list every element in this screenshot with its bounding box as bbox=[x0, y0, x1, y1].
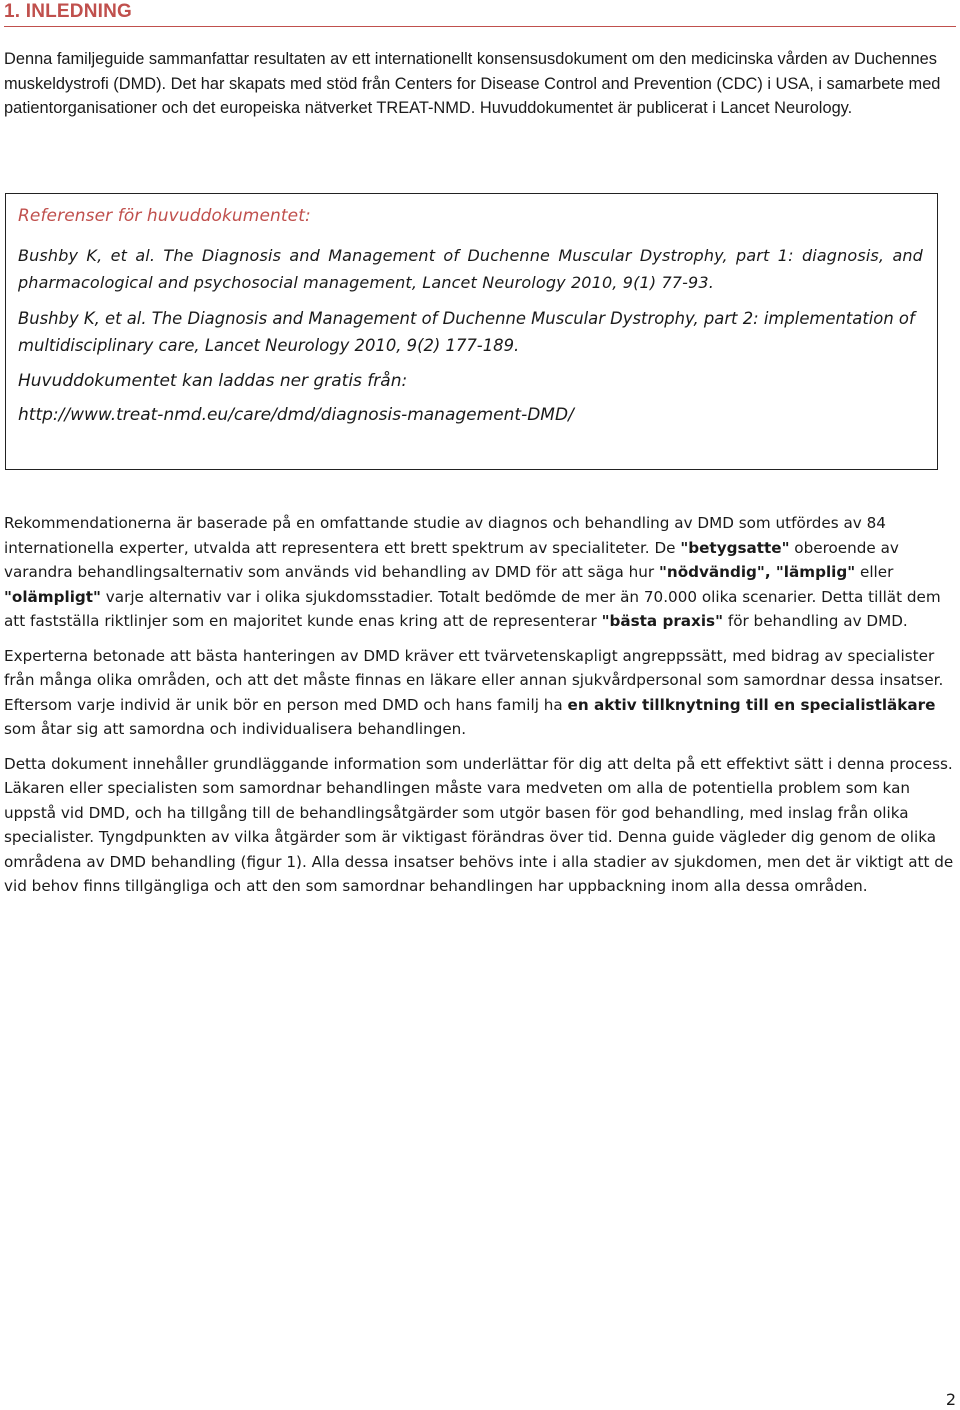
reference-entry-2: Bushby K, et al. The Diagnosis and Management of Duchenne Muscular Dystrophy, part 2: implementation of multidisciplinary care, Lancet Neurology 2010, 9(2) 177-189. bbox=[18, 309, 915, 355]
references-title: Referenser för huvuddokumentet: bbox=[18, 206, 311, 226]
download-label: Huvuddokumentet kan laddas ner gratis från: bbox=[18, 371, 408, 392]
text-run: eller bbox=[855, 563, 894, 581]
paragraph-experts bbox=[4, 644, 958, 742]
text-run: som åtar sig att samordna och individualisera behandlingen. bbox=[4, 720, 467, 738]
text-run: Rekommendationerna är baserade på en omfattande studie av diagnos och behandling av DMD som utfördes av 84 internationella experter, utvalda att representera ett brett spektrum av specialiteter. De bbox=[4, 514, 886, 557]
text-run: för behandling av DMD. bbox=[723, 612, 908, 630]
bold-run: "nödvändig", "lämplig" bbox=[658, 563, 856, 581]
download-link[interactable]: http://www.treat-nmd.eu/care/dmd/diagnosis-management-DMD/ bbox=[18, 405, 574, 426]
bold-run: "bästa praxis" bbox=[601, 612, 724, 630]
text-run: varje alternativ var i olika sjukdomsstadier. Totalt bedömde de mer än 70.000 olika scenarier. Detta tillät dem att fastställa riktlinjer som en majoritet kunde enas kring att de representerar bbox=[4, 587, 941, 630]
intro-paragraph bbox=[4, 47, 954, 121]
text-run: Experterna betonade att bästa hanteringen av DMD kräver ett tvärvetenskapligt angreppssätt, med bidrag av specialister från många olika områden, och att det måste finnas en läkare eller annan sjukvårdpersonal som samordnar dessa insatser. Eftersom varje individ är unik bör en person med DMD och hans familj ha bbox=[4, 646, 944, 714]
heading-underline bbox=[4, 26, 956, 27]
paragraph-recommendations bbox=[4, 511, 958, 634]
reference-entry-1: Bushby K, et al. The Diagnosis and Management of Duchenne Muscular Dystrophy, part 1: diagnosis, and pharmacological and psychosocial management, Lancet Neurology 2010, 9(1) 77-93. bbox=[18, 246, 923, 292]
bold-run: en aktiv tillknytning till en specialistläkare bbox=[567, 695, 936, 714]
section-heading: 1. INLEDNING bbox=[4, 1, 133, 22]
bold-run: "olämpligt" bbox=[4, 587, 101, 606]
references-content bbox=[18, 204, 923, 428]
paragraph-document: Detta dokument innehåller grundläggande information som underlättar för dig att delta på ett effektivt sätt i denna process. Läkaren eller specialisten som samordnar behandlingen måste vara medveten om alla de potentiella problem som kan uppstå vid DMD, och ha tillgång till de behandlingsåtgärder som utgör basen för god behandling, med inslag från olika specialister. Tyngdpunkten av vilka åtgärder som är viktigast förändras över tid. Denna guide vägleder dig genom de olika områdena av DMD behandling (figur 1). Alla dessa insatser behövs inte i alla stadier av sjukdomen, men det är viktigt att de vid behov finns tillgängliga och att den som samordnar behandlingen har uppbackning inom alla dessa områden. bbox=[4, 754, 954, 895]
bold-run: "betygsatte" bbox=[680, 538, 790, 557]
body-text bbox=[4, 511, 958, 909]
text-run: oberoende av varandra behandlingsalternativ som används vid behandling av DMD för att säga hur bbox=[4, 538, 899, 581]
references-box bbox=[5, 193, 938, 470]
page-number: 2 bbox=[945, 1390, 956, 1409]
intro-text: Denna familjeguide sammanfattar resultaten av ett internationellt konsensusdokument om den medicinska vården av Duchennes muskeldystrofi (DMD). Det har skapats med stöd från Centers for Disease Control and Prevention (CDC) i USA, i samarbete med patientorganisationer och det europeiska nätverket TREAT-NMD. Huvuddokumentet är publicerat i Lancet Neurology. bbox=[4, 50, 941, 117]
